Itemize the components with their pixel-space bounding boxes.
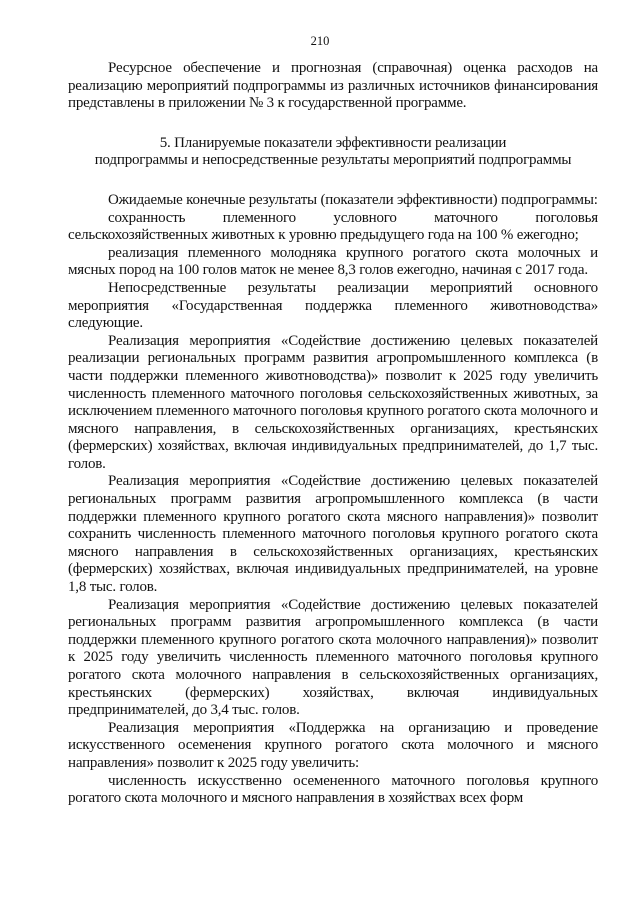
- section-heading-line-2: подпрограммы и непосредственные результаты мероприятий подпрограммы: [94, 152, 572, 169]
- paragraph-breeding-support: Реализация мероприятия «Содействие достижению целевых показателей реализации региональных программ развития агропромышленного комплекса (в части поддержки племенного животноводства)» позволит к 2025 году увеличить численность племенного маточного поголовья сельскохозяйственных животных, за исключением племенного маточного поголовья крупного рогатого скота молочного и мясного направления, в сельскохозяйственных организациях, крестьянских (фермерских) хозяйствах, включая индивидуальных предпринимателей, до 1,7 тыс. голов.: [68, 332, 598, 472]
- paragraph-beef-cattle-support: Реализация мероприятия «Содействие достижению целевых показателей региональных программ развития агропромышленного комплекса (в части поддержки племенного крупного рогатого скота мясного направления)» позволит сохранить численность племенного маточного поголовья крупного рогатого скота мясного направления в сельскохозяйственных организациях, крестьянских (фермерских) хозяйствах, включая индивидуальных предпринимателей, на уровне 1,8 тыс. голов.: [68, 473, 598, 596]
- intro-paragraph: Ресурсное обеспечение и прогнозная (справочная) оценка расходов на реализацию мероприятий подпрограммы из различных источников финансирования представлены в приложении № 3 к государственной программе.: [68, 60, 598, 112]
- paragraph-expected-results: Ожидаемые конечные результаты (показатели эффективности) подпрограммы:: [108, 191, 598, 208]
- section-heading-line-1: 5. Планируемые показатели эффективности реализации: [159, 134, 507, 151]
- paragraph-dairy-cattle-support: Реализация мероприятия «Содействие достижению целевых показателей региональных программ развития агропромышленного комплекса (в части поддержки племенного крупного рогатого скота молочного направления)» позволит к 2025 году увеличить численность племенного маточного поголовья крупного рогатого скота молочного направления в сельскохозяйственных организациях, крестьянских (фермерских) хозяйствах, включая индивидуальных предпринимателей, до 3,4 тыс. голов.: [68, 596, 598, 719]
- paragraph-inseminated-livestock: численность искусственно осемененного маточного поголовья крупного рогатого скота молочного и мясного направления в хозяйствах всех форм: [68, 772, 598, 807]
- paragraph-livestock-preservation: сохранность племенного условного маточного поголовья сельскохозяйственных животных к уровню предыдущего года на 100 % ежегодно;: [68, 209, 598, 244]
- paragraph-artificial-insemination: Реализация мероприятия «Поддержка на организацию и проведение искусственного осеменения крупного рогатого скота молочного и мясного направления» позволит к 2025 году увеличить:: [68, 719, 598, 771]
- page-number: 210: [310, 34, 330, 48]
- paragraph-direct-results: Непосредственные результаты реализации мероприятий основного мероприятия «Государственная поддержка племенного животноводства» следующие.: [68, 279, 598, 332]
- section-heading: [68, 135, 598, 170]
- paragraph-young-cattle-sales: реализация племенного молодняка крупного рогатого скота молочных и мясных пород на 100 голов маток не менее 8,3 голов ежегодно, начиная с 2017 года.: [68, 244, 598, 279]
- page-body: [68, 60, 598, 808]
